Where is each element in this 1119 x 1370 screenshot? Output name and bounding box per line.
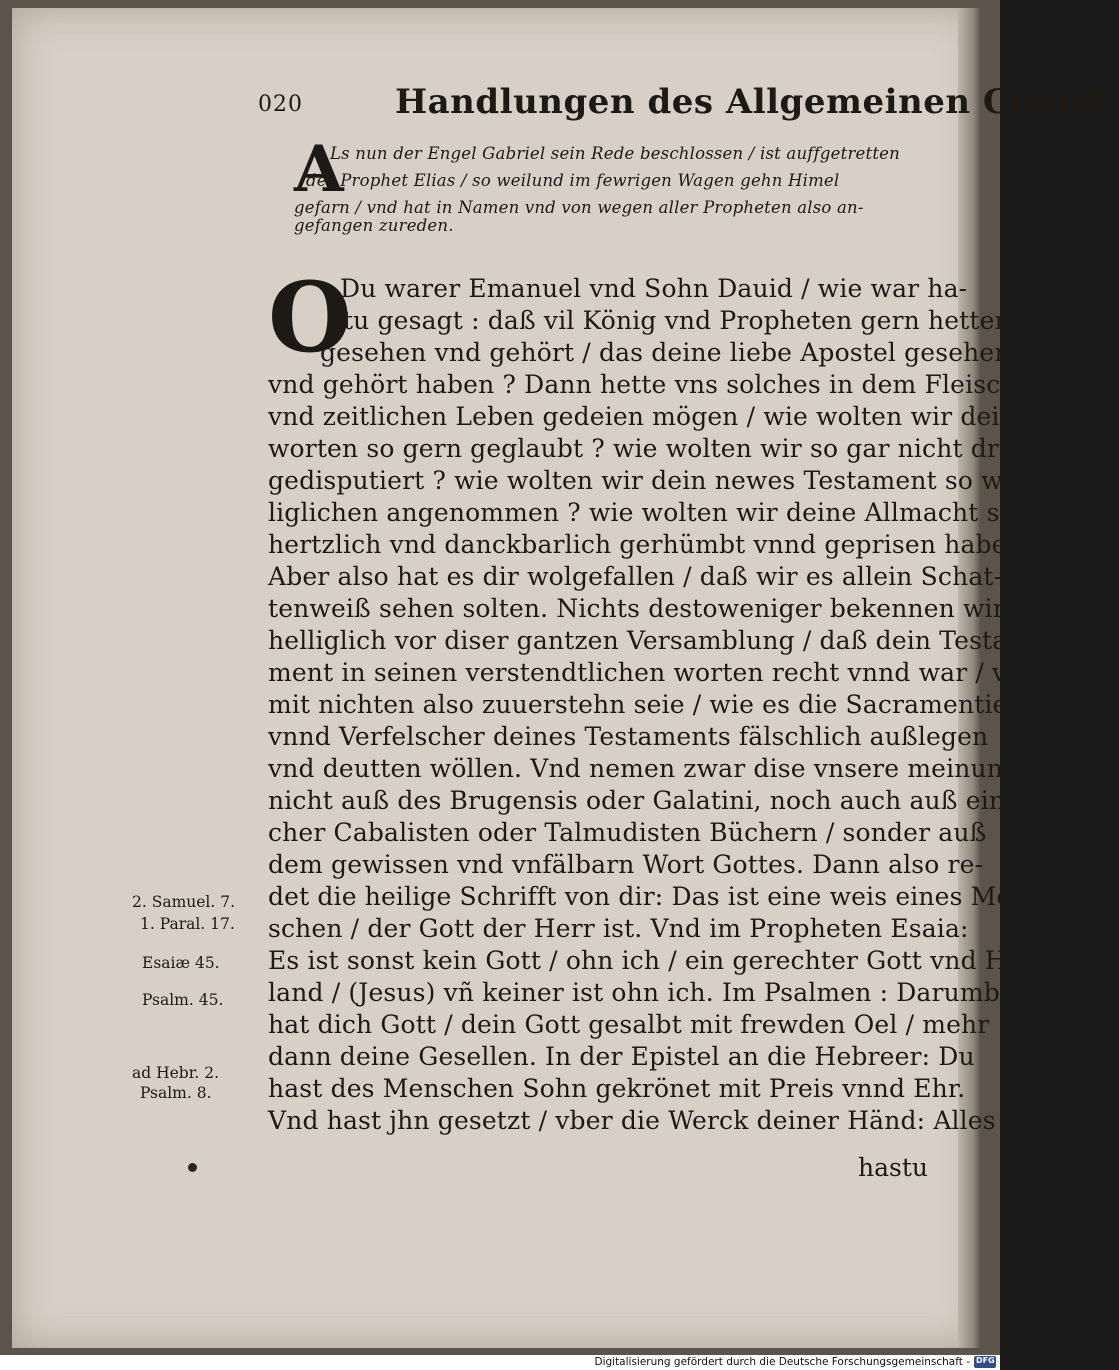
body-line: dann deine Gesellen. In der Epistel an die Hebreer: Du bbox=[268, 1042, 975, 1071]
body-line: nicht auß des Brugensis oder Galatini, noch auch auß eini- bbox=[268, 786, 1022, 815]
body-line: mit nichten also zuuerstehn seie / wie es die Sacramentierer bbox=[268, 690, 1047, 719]
body-line: vnnd Verfelscher deines Testaments fälschlich außlegen bbox=[268, 722, 989, 751]
running-title: Handlungen des Allgemeinen Concil. bbox=[395, 82, 1119, 122]
intro-line: Ls nun der Engel Gabriel sein Rede beschlossen / ist auffgetretten bbox=[330, 144, 900, 163]
margin-note: 1. Paral. 17. bbox=[140, 915, 235, 933]
body-line: land / (Jesus) vñ keiner ist ohn ich. Im Psalmen : Darumb bbox=[268, 978, 1000, 1007]
body-line: helliglich vor diser gantzen Versamblung / daß dein Testa- bbox=[268, 626, 1016, 655]
margin-note: 2. Samuel. 7. bbox=[132, 893, 236, 911]
body-line: stu gesagt : daß vil König vnd Propheten gern hetten bbox=[330, 306, 1011, 335]
intro-line: der Prophet Elias / so weilund im fewrigen Wagen gehn Himel bbox=[306, 171, 840, 190]
body-line: det die heilige Schrifft von dir: Das ist eine weis eines Men- bbox=[268, 882, 1037, 911]
body-line: Vnd hast jhn gesetzt / vber die Werck deiner Händ: Alles bbox=[268, 1106, 996, 1135]
page-number: 020 bbox=[258, 92, 303, 117]
dfg-logo-text: DFG bbox=[976, 1356, 995, 1365]
body-line: vnd gehört haben ? Dann hette vns solches in dem Fleisch bbox=[268, 370, 1017, 399]
margin-note: Esaiæ 45. bbox=[142, 954, 220, 972]
body-line: Du warer Emanuel vnd Sohn Dauid / wie war ha- bbox=[340, 274, 968, 303]
body-line: liglichen angenommen ? wie wolten wir deine Allmacht so bbox=[268, 498, 1015, 527]
dfg-logo bbox=[974, 1356, 996, 1368]
body-line: vnd deutten wöllen. Vnd nemen zwar dise vnsere meinung bbox=[268, 754, 1020, 783]
body-line: hat dich Gott / dein Gott gesalbt mit frewden Oel / mehr bbox=[268, 1010, 990, 1039]
funding-credit: Digitalisierung gefördert durch die Deutsche Forschungsgemeinschaft - bbox=[594, 1356, 970, 1368]
catchword: hastu bbox=[858, 1153, 928, 1182]
body-line: Es ist sonst kein Gott / ohn ich / ein gerechter Gott vnd Hei- bbox=[268, 946, 1039, 975]
margin-note: Psalm. 8. bbox=[140, 1084, 212, 1102]
margin-note: Psalm. 45. bbox=[142, 991, 224, 1009]
body-line: hertzlich vnd danckbarlich gerhümbt vnnd geprisen haben? bbox=[268, 530, 1037, 559]
intro-line: gefangen zureden. bbox=[294, 216, 454, 235]
body-line: gesehen vnd gehört / das deine liebe Apostel gesehen bbox=[320, 338, 1011, 367]
intro-initial-letter: A bbox=[294, 132, 344, 207]
drop-cap-initial: O bbox=[268, 261, 352, 374]
body-line: gedisputiert ? wie wolten wir dein newes Testament so wil- bbox=[268, 466, 1028, 495]
intro-line: gefarn / vnd hat in Namen vnd von wegen aller Propheten also an- bbox=[294, 198, 864, 217]
body-line: tenweiß sehen solten. Nichts destoweniger bekennen wir ein- bbox=[268, 594, 1061, 623]
footer-bar bbox=[0, 1355, 1000, 1370]
body-line: vnd zeitlichen Leben gedeien mögen / wie wolten wir deinen bbox=[268, 402, 1048, 431]
body-line: hast des Menschen Sohn gekrönet mit Preis vnnd Ehr. bbox=[268, 1074, 966, 1103]
body-line: Aber also hat es dir wolgefallen / daß wir es allein Schat- bbox=[268, 562, 1003, 591]
body-line: schen / der Gott der Herr ist. Vnd im Propheten Esaia: bbox=[268, 914, 969, 943]
body-line: dem gewissen vnd vnfälbarn Wort Gottes. Dann also re- bbox=[268, 850, 984, 879]
ink-spot bbox=[188, 1163, 197, 1172]
body-line: worten so gern geglaubt ? wie wolten wir so gar nicht drüber bbox=[268, 434, 1059, 463]
body-line: ment in seinen verstendtlichen worten recht vnnd war / vnd bbox=[268, 658, 1039, 687]
body-line: cher Cabalisten oder Talmudisten Büchern / sonder auß bbox=[268, 818, 987, 847]
margin-note: ad Hebr. 2. bbox=[132, 1064, 220, 1082]
